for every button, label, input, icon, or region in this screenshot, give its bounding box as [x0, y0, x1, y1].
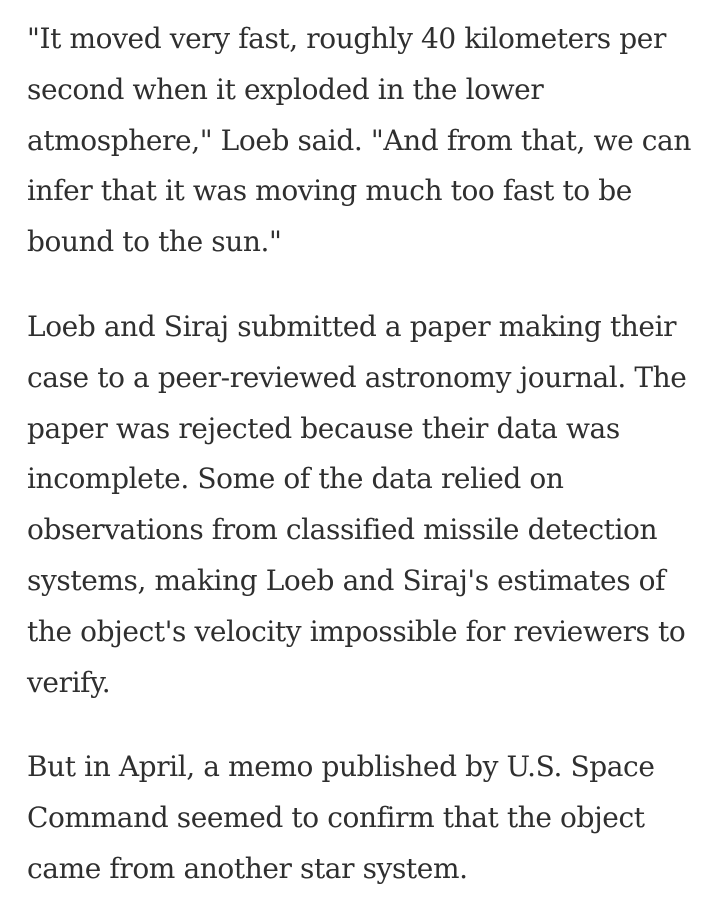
paragraph-paper-rejected: Loeb and Siraj submitted a paper making their case to a peer-reviewed astronomy journal. The paper was rejected because their data was incomplete. Some of the data relied on observations from classified missile detection systems, making Loeb and Siraj's estimates of the object's velocity impossible for reviewers to verify.: [27, 309, 687, 699]
paragraph-quote: "It moved very fast, roughly 40 kilometers per second when it exploded in the lower atmosphere," Loeb said. "And from that, we can infer that it was moving much too fast to be bound to the sun.": [27, 22, 691, 259]
paragraph-space-command-memo: But in April, a memo published by U.S. Space Command seemed to confirm that the object came from another star system.: [27, 750, 655, 885]
